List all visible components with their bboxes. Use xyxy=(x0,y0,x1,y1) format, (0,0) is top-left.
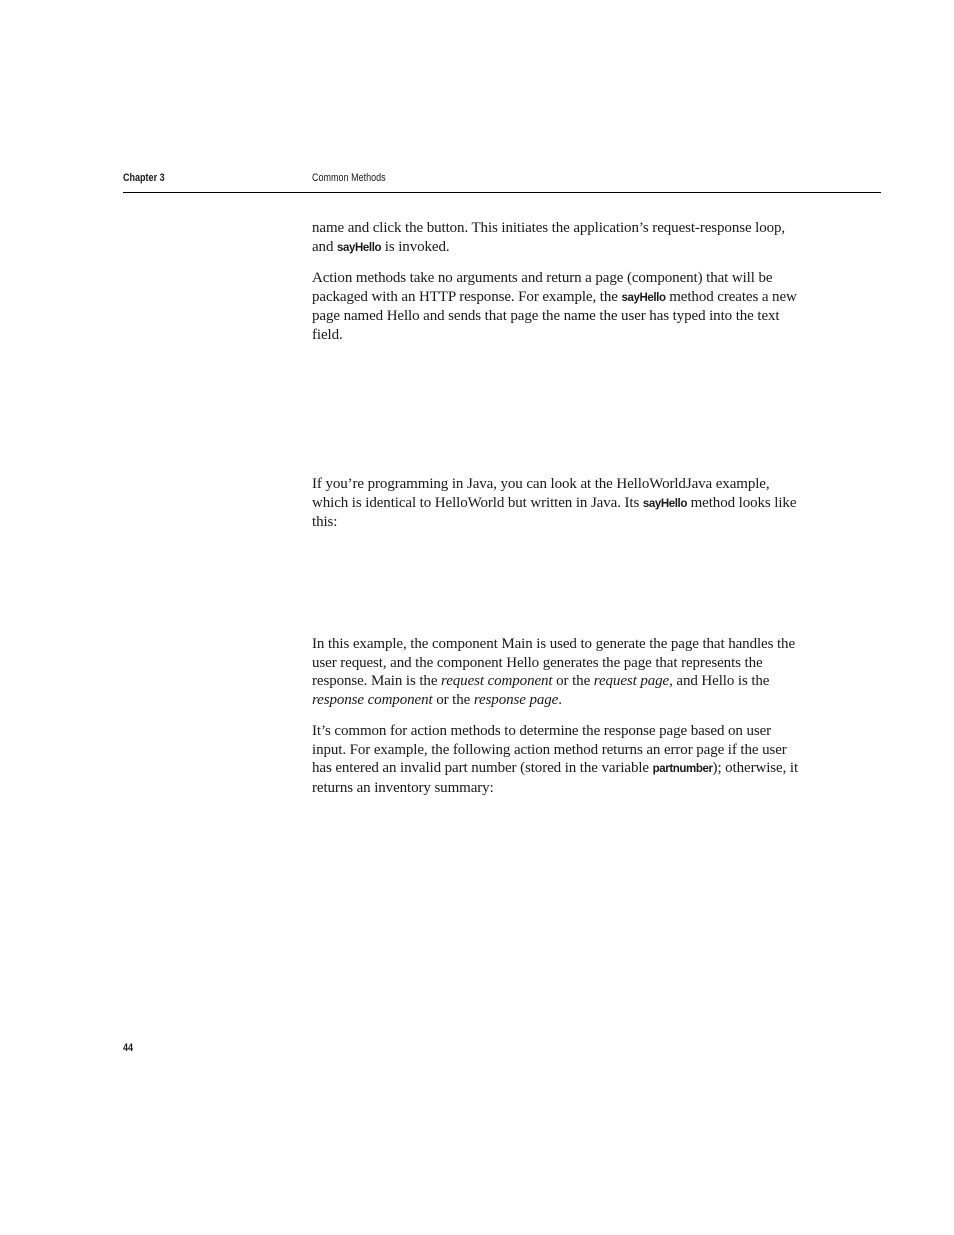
paragraph-action-methods xyxy=(312,269,798,344)
text: or the xyxy=(552,673,594,689)
paragraph-user-input xyxy=(312,722,798,797)
text: method creates a new page named Hello and sends that page the name the user has typed into the text field. xyxy=(312,288,797,343)
section-title: Common Methods xyxy=(312,172,386,184)
paragraph-request-response-components xyxy=(312,635,798,709)
text: name and click the button. This initiates the application’s request-response loop, and xyxy=(312,220,786,255)
term-request-page: request page xyxy=(593,673,670,689)
text: , and Hello is the xyxy=(669,673,770,689)
text: method looks like this: xyxy=(312,494,797,530)
text: or the xyxy=(432,691,474,708)
running-header xyxy=(123,170,881,193)
code-say-hello: sayHello xyxy=(337,241,382,254)
text: is invoked. xyxy=(381,238,450,255)
chapter-label: Chapter 3 xyxy=(123,172,165,184)
code-say-hello: sayHello xyxy=(642,497,687,510)
paragraph-request-loop xyxy=(312,219,798,257)
term-response-component: response component xyxy=(312,691,433,708)
text: ); otherwise, it returns an inventory summary: xyxy=(312,760,799,796)
text: If you’re programming in Java, you can look at the HelloWorldJava example, which is identical to HelloWorld but written in Java. Its xyxy=(312,476,770,511)
text: It’s common for action methods to determine the response page based on user input. For example, the following action method returns an error page if the user has entered an invalid part number (stored in the variable xyxy=(312,723,787,776)
text: In this example, the component Main is used to generate the page that handles the user request, and the component Hello generates the page that represents the response. Main is the xyxy=(312,636,796,689)
term-response-page: response page xyxy=(473,691,559,708)
code-say-hello: sayHello xyxy=(621,291,666,304)
text: . xyxy=(558,691,562,708)
text: Action methods take no arguments and return a page (component) that will be packaged with an HTTP response. For example, the xyxy=(312,270,773,305)
paragraph-java-example xyxy=(312,475,798,532)
code-partnumber: partnumber xyxy=(652,763,713,775)
page-number: 44 xyxy=(123,1042,134,1054)
term-request-component: request component xyxy=(441,673,553,689)
